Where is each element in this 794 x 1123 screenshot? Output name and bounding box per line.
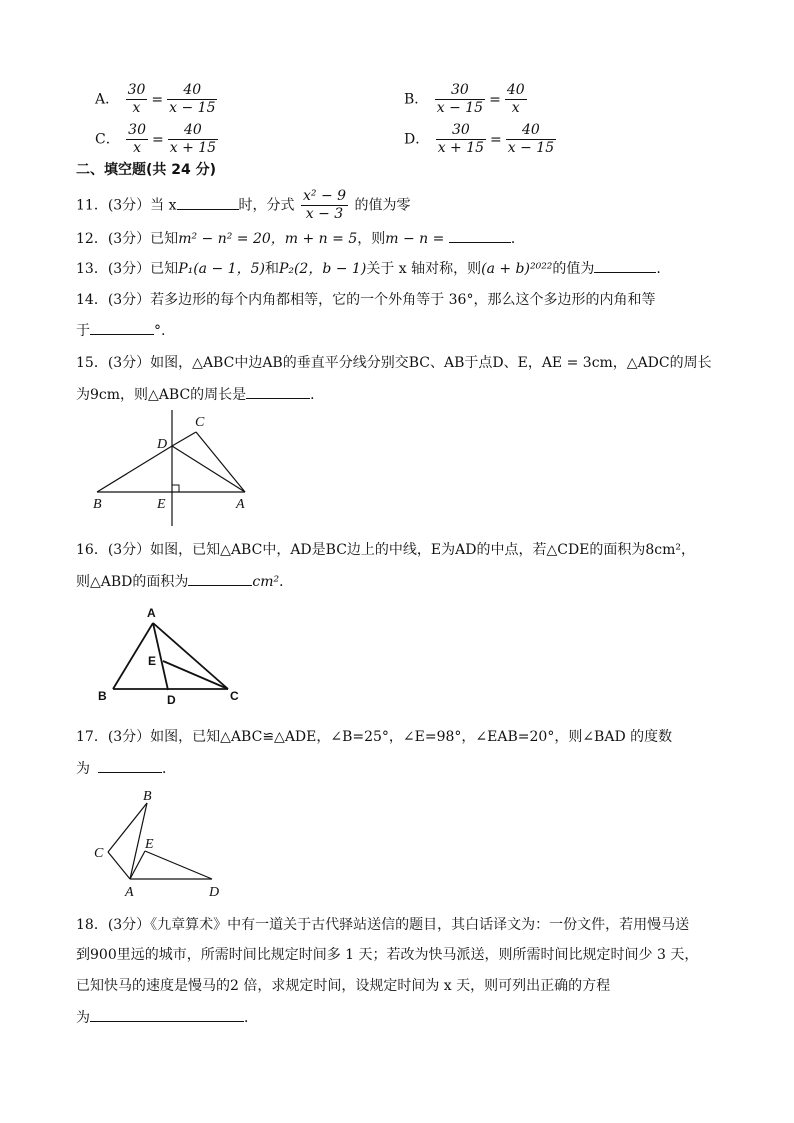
fig15-right-angle-mark: [172, 485, 179, 492]
question-18-line-2: 到900里远的城市，所需时间比规定时间多 1 天；若改为快马派送，则所需时间比规定时间少 3 天，: [76, 947, 699, 963]
question-14-line-1: 14．(3分）若多边形的每个内角都相等，它的一个外角等于 36°，那么这个多边形的内角和等: [76, 292, 656, 308]
question-16-line-1: 16．(3分）如图，已知△ABC中，AD是BC边上的中线，E为AD的中点，若△CDE的面积为8cm²，: [76, 542, 696, 558]
answer-blank-16[interactable]: [188, 571, 252, 586]
fig16-label-c: C: [230, 689, 239, 703]
option-d-right-fraction: $\frac{40}{x - 15}$: [507, 122, 555, 156]
option-b-left-fraction: $\frac{30}{x - 15}$: [436, 82, 484, 116]
fig16-label-d: D: [167, 693, 176, 707]
answer-blank-11[interactable]: [177, 195, 239, 210]
figure-17: [88, 784, 238, 902]
question-18-line-4: 为 ．: [76, 1007, 258, 1028]
fig16-label-a: A: [147, 606, 156, 620]
fig15-segment-dc: [172, 432, 196, 446]
fig15-segment-da: [172, 446, 245, 492]
option-a-letter: A．: [95, 91, 120, 108]
fig16-segment-ab: [113, 623, 153, 689]
answer-blank-18[interactable]: [90, 1007, 244, 1022]
question-12: 12．(3分）已知m² − n² = 20，m + n = 5，则m − n = ．: [76, 228, 525, 249]
fig15-label-c: C: [195, 415, 205, 430]
option-c-left-fraction: $\frac{30}{x}$: [128, 122, 146, 156]
fig15-label-e: E: [157, 497, 166, 512]
option-c-right-fraction: $\frac{40}{x + 15}$: [169, 122, 217, 156]
fig17-label-b: B: [143, 789, 152, 804]
question-18-line-3: 已知快马的速度是慢马的2 倍，求规定时间，设规定时间为 x 天，则可列出正确的方程: [76, 978, 611, 994]
option-d-left-fraction: $\frac{30}{x + 15}$: [437, 122, 485, 156]
question-13: 13．(3分）已知P₁(a − 1，5)和P₂(2，b − 1)关于 x 轴对称，则(a + b)²⁰²²的值为 .: [76, 258, 661, 279]
option-b-right-fraction: $\frac{40}{x}$: [506, 82, 525, 116]
fig16-segment-ec: [163, 661, 228, 689]
option-c-letter: C．: [95, 131, 120, 148]
fig16-label-b: B: [98, 689, 107, 703]
option-c[interactable]: C． $\frac{30}{x}$ = $\frac{40}{x + 15}$: [95, 122, 217, 156]
fig15-label-a: A: [236, 497, 245, 512]
question-15-line-1: 15．(3分）如图，△ABC中边AB的垂直平分线分别交BC、AB于点D、E，AE = 3cm，△ADC的周长: [76, 355, 712, 371]
answer-blank-15[interactable]: [246, 384, 310, 399]
fig17-segment-ca: [108, 852, 130, 879]
option-b-letter: B．: [404, 91, 429, 108]
fig15-segment-ca: [196, 432, 245, 492]
fig16-segment-ac: [153, 623, 228, 689]
answer-blank-12[interactable]: [449, 228, 511, 243]
answer-blank-14[interactable]: [90, 320, 154, 335]
question-14-line-2: 于 °.: [76, 320, 165, 341]
answer-blank-17[interactable]: [98, 758, 162, 773]
option-d-letter: D．: [404, 131, 430, 148]
option-d[interactable]: D． $\frac{30}{x + 15}$ = $\frac{40}{x - 15}$: [404, 122, 555, 156]
question-18-line-1: 18．(3分）《九章算术》中有一道关于古代驿站送信的题目，其白话译文为：一份文件，若用慢马送: [76, 917, 690, 933]
fig15-segment-bd: [97, 446, 172, 492]
fig17-label-e: E: [145, 837, 154, 852]
figure-15: [85, 408, 265, 532]
option-b[interactable]: B． $\frac{30}{x - 15}$ = $\frac{40}{x}$: [404, 82, 525, 116]
fig17-label-a: A: [125, 885, 134, 900]
fig15-label-b: B: [93, 497, 102, 512]
answer-blank-13[interactable]: [594, 258, 656, 273]
fig15-label-d: D: [157, 437, 168, 452]
q11-fraction: $\frac{\text{x² − 9}}{x - 3}$: [302, 188, 347, 222]
option-a-left-fraction: $\frac{30}{x}$: [127, 82, 146, 116]
fig17-label-c: C: [94, 846, 104, 861]
fig16-label-e: E: [148, 654, 157, 668]
section-heading: 二、填空题(共 24 分): [76, 162, 217, 178]
fig17-segment-ae: [130, 851, 145, 879]
fig17-segment-ed: [145, 851, 212, 879]
question-15-line-2: 为9cm，则△ABC的周长是 ．: [76, 384, 324, 405]
question-11: 11．(3分）当 x 时，分式 $\frac{\text{x² − 9}}{x - 3}$ 的值为零: [76, 188, 411, 222]
question-17-line-1: 17．(3分）如图，已知△ABC≌△ADE，∠B=25°，∠E=98°，∠EAB=20°，则∠BAD 的度数: [76, 729, 673, 745]
fig17-label-d: D: [209, 885, 220, 900]
option-a[interactable]: A． $\frac{30}{x}$ = $\frac{40}{x - 15}$: [95, 82, 216, 116]
question-17-line-2: 为 ．: [76, 758, 176, 779]
question-16-line-2: 则△ABD的面积为 cm²．: [76, 571, 293, 592]
option-a-right-fraction: $\frac{40}{x - 15}$: [169, 82, 216, 116]
figure-16: [92, 603, 252, 713]
